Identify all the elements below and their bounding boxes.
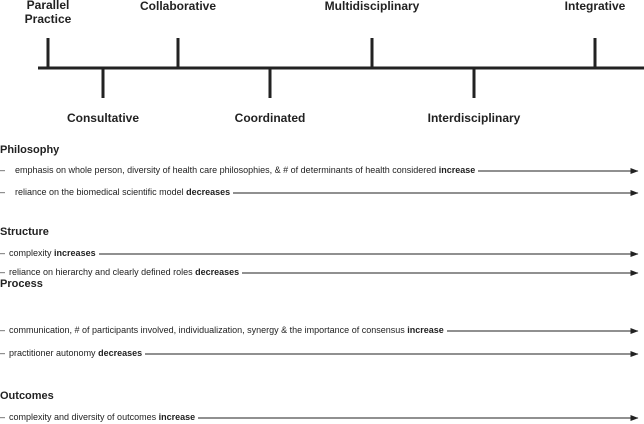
- trend-row: [0, 325, 447, 336]
- stage-layer: [25, 0, 626, 125]
- stage-label: [25, 0, 72, 26]
- stage-label: [428, 111, 521, 125]
- bullet-dash: –: [0, 248, 6, 258]
- stage-label: [235, 111, 306, 125]
- trend-row: [0, 348, 145, 359]
- trend-row: [0, 248, 99, 259]
- arrow-layer: [6, 171, 638, 418]
- section-title: Philosophy: [0, 144, 60, 156]
- stage-label-line: Integrative: [564, 0, 626, 13]
- trend-direction: increase: [407, 325, 444, 335]
- bullet-dash: –: [0, 187, 6, 197]
- stage-label: [325, 0, 420, 13]
- bullet-dash: –: [0, 412, 6, 422]
- bullet-dash: –: [0, 348, 6, 358]
- stage-label-line: Practice: [24, 12, 72, 26]
- stage-label-line: Collaborative: [139, 0, 217, 13]
- trend-direction: increases: [54, 248, 96, 258]
- trend-direction: increase: [438, 165, 476, 175]
- stage-label-line: Parallel: [26, 0, 70, 12]
- section-title: Outcomes: [0, 390, 54, 402]
- section-title: Process: [0, 278, 43, 290]
- trend-text: complexity and diversity of outcomes: [9, 412, 157, 422]
- bullet-dash: –: [0, 325, 6, 335]
- stage-label: [67, 111, 139, 125]
- bullet-dash: –: [0, 267, 6, 277]
- trend-text: reliance on hierarchy and clearly defined roles: [9, 267, 193, 277]
- stage-label-line: Interdisciplinary: [427, 111, 521, 125]
- trend-text: emphasis on whole person, diversity of health care philosophies, & # of determinants of health considered: [15, 165, 437, 175]
- trend-text: communication, # of participants involved, individualization, synergy & the importance of consensus: [9, 325, 405, 335]
- trend-direction: decreases: [98, 348, 143, 358]
- trend-text: reliance on the biomedical scientific model: [15, 187, 184, 197]
- trend-text: practitioner autonomy: [9, 348, 96, 358]
- trend-text: complexity: [9, 248, 52, 258]
- trend-row: [0, 187, 233, 198]
- trend-row: [0, 412, 198, 423]
- trend-row: [0, 165, 478, 176]
- trend-direction: decreases: [195, 267, 240, 277]
- stage-label: [565, 0, 626, 13]
- trend-row: [0, 267, 242, 278]
- bullet-dash: –: [0, 165, 6, 175]
- stage-label-line: Multidisciplinary: [324, 0, 420, 13]
- trend-direction: decreases: [186, 187, 231, 197]
- stage-label-line: Consultative: [66, 111, 140, 125]
- section-title: Structure: [0, 226, 49, 238]
- stage-label: [140, 0, 216, 13]
- stage-label-line: Coordinated: [234, 111, 306, 125]
- trend-direction: increase: [158, 412, 196, 422]
